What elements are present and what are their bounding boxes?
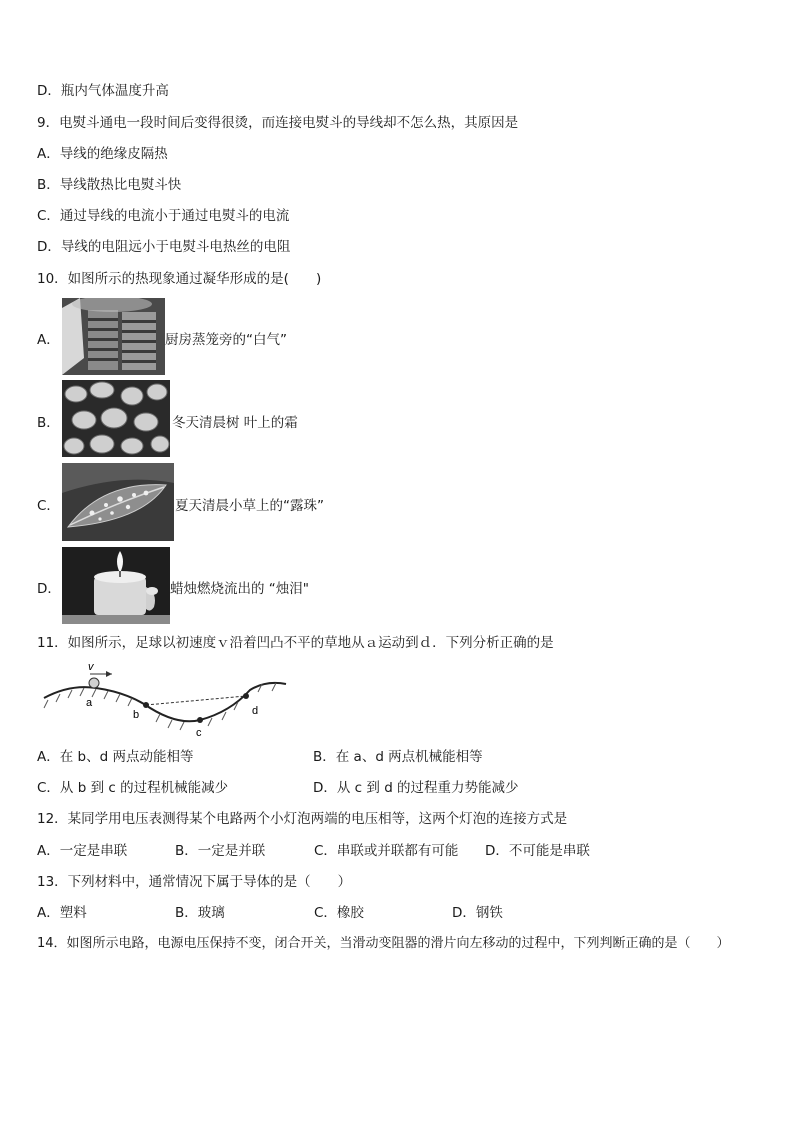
q10-option-d-caption: 蜡烛燃烧流出的 “烛泪" (170, 581, 309, 597)
q10-option-c-letter: C． (37, 498, 60, 514)
q12-option-d: D．不可能是串联 (485, 843, 590, 859)
q10-option-a-caption: 厨房蒸笼旁的“白气” (165, 332, 287, 348)
dew-leaf-photo (62, 463, 174, 541)
q13-option-b: B．玻璃 (175, 905, 225, 921)
q13-stem: 13．下列材料中，通常情况下属于导体的是（ ） (37, 874, 352, 890)
q12-option-a: A．一定是串联 (37, 843, 128, 859)
q13-option-c: C．橡胶 (314, 905, 364, 921)
q11-stem: 11．如图所示，足球以初速度ｖ沿着凹凸不平的草地从ａ运动到ｄ．下列分析正确的是 (37, 635, 554, 651)
q11-option-d: D．从 c 到 d 的过程重力势能减少 (313, 780, 519, 796)
q10-option-a-letter: A． (37, 332, 60, 348)
q9-option-d: D．导线的电阻远小于电熨斗电热丝的电阻 (37, 239, 291, 255)
q11-option-b: B．在 a、d 两点机械能相等 (313, 749, 483, 765)
candle-photo (62, 547, 170, 624)
point-d-label: d (252, 705, 259, 717)
q12-option-b: B．一定是并联 (175, 843, 266, 859)
frost-leaves-photo (62, 380, 170, 457)
q14-stem: 14．如图所示电路，电源电压保持不变，闭合开关，当滑动变阻器的滑片向左移动的过程中，下列判断正确的是（ ） (37, 936, 730, 951)
q12-option-c: C．串联或并联都有可能 (314, 843, 459, 859)
q13-option-a: A．塑料 (37, 905, 87, 921)
velocity-label: v (88, 661, 94, 673)
q13-option-d: D．钢铁 (452, 905, 503, 921)
q10-option-b-caption: 冬天清晨树 叶上的霜 (172, 415, 298, 431)
point-c-label: c (196, 727, 202, 738)
q10-option-d-letter: D． (37, 581, 61, 597)
terrain-diagram (40, 656, 290, 738)
q11-option-a: A．在 b、d 两点动能相等 (37, 749, 194, 765)
q9-option-b: B．导线散热比电熨斗快 (37, 177, 182, 193)
q9-option-a: A．导线的绝缘皮隔热 (37, 146, 168, 162)
q11-option-c: C．从 b 到 c 的过程机械能减少 (37, 780, 229, 796)
q9-option-c: C．通过导线的电流小于通过电熨斗的电流 (37, 208, 290, 224)
q8-option-d: D．瓶内气体温度升高 (37, 83, 169, 99)
q10-stem: 10．如图所示的热现象通过凝华形成的是( ) (37, 271, 322, 287)
point-a-label: a (86, 697, 93, 709)
q10-option-b-letter: B． (37, 415, 60, 431)
steamer-photo (62, 298, 165, 375)
terrain-figure (40, 656, 290, 738)
q12-stem: 12．某同学用电压表测得某个电路两个小灯泡两端的电压相等，这两个灯泡的连接方式是 (37, 811, 568, 827)
q10-option-c-caption: 夏天清晨小草上的“露珠” (175, 498, 324, 514)
point-b-label: b (133, 709, 140, 721)
q9-stem: 9．电熨斗通电一段时间后变得很烫，而连接电熨斗的导线却不怎么热，其原因是 (37, 115, 519, 131)
